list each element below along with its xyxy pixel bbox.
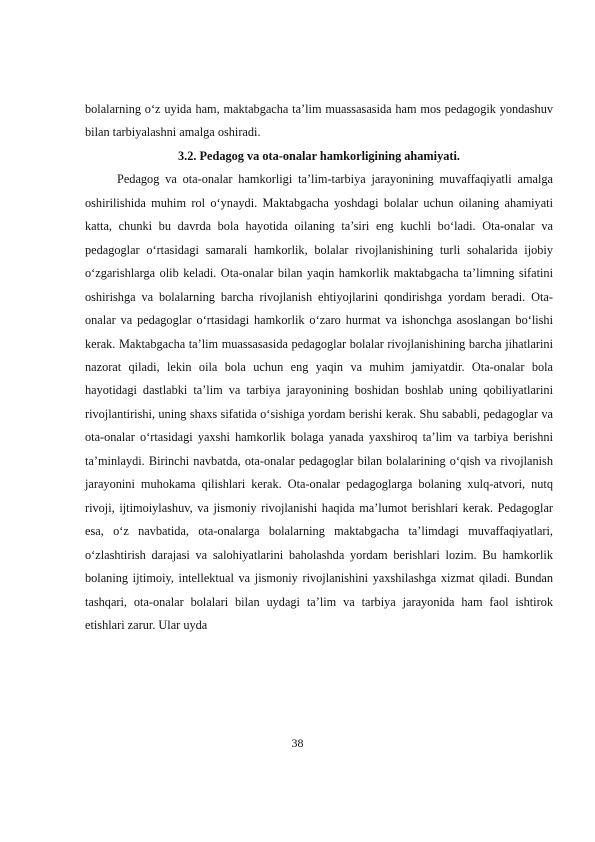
- body-paragraph: Pedagog va ota-onalar hamkorligi ta’lim-tarbiya jarayonining muvaffaqiyatli amalga oshirilishida muhim rol o‘ynaydi. Maktabgacha yoshdagi bolalar uchun oilaning ahamiyati katta, chunki bu davrda bola hayotida oilaning ta’siri eng kuchli bo‘ladi. Ota-onalar va pedagoglar o‘rtasidagi samarali hamkorlik, bolalar rivojlanishining turli sohalarida ijobiy o‘zgarishlarga olib keladi. Ota-onalar bilan yaqin hamkorlik maktabgacha ta’limning sifatini oshirishga va bolalarning barcha rivojlanish ehtiyojlarini qondirishga yordam beradi. Ota-onalar va pedagoglar o‘rtasidagi hamkorlik o‘zaro hurmat va ishonchga asoslangan bo‘lishi kerak. Maktabgacha ta’lim muassasasida pedagoglar bolalar rivojlanishining barcha jihatlarini nazorat qiladi, lekin oila bola uchun eng yaqin va muhim jamiyatdir. Ota-onalar bola hayotidagi dastlabki ta’lim va tarbiya jarayonining boshidan boshlab uning qobiliyatlarini rivojlantirishi, uning shaxs sifatida o‘sishiga yordam berishi kerak. Shu sababli, pedagoglar va ota-onalar o‘rtasidagi yaxshi hamkorlik bolaga yanada yaxshiroq ta’lim va tarbiya berishni ta’minlaydi. Birinchi navbatda, ota-onalar pedagoglar bilan bolalarining o‘qish va rivojlanish jarayonini muhokama qilishlari kerak. Ota-onalar pedagoglarga bolaning xulq-atvori, nutq rivoji, ijtimoiylashuv, va jismoniy rivojlanishi haqida ma’lumot berishlari kerak. Pedagoglar esa, o‘z navbatida, ota-onalarga bolalarning maktabgacha ta’limdagi muvaffaqiyatlari, o‘zlashtirish darajasi va salohiyatlarini baholashda yordam berishlari lozim. Bu hamkorlik bolaning ijtimoiy, intellektual va jismoniy rivojlanishini yaxshilashga xizmat qiladi. Bundan tashqari, ota-onalar bolalari bilan uydagi ta’lim va tarbiya jarayonida ham faol ishtirok etishlari zarur. Ular uyda: [85, 172, 553, 632]
- intro-paragraph: bolalarning o‘z uyida ham, maktabgacha ta’lim muassasasida ham mos pedagogik yondashuv bilan tarbiyalashni amalga oshiradi.: [85, 102, 553, 140]
- page-number: 38: [291, 736, 304, 750]
- section-heading: 3.2. Pedagog va ota-onalar hamkorligining ahamiyati.: [178, 148, 460, 163]
- page-body: [85, 98, 553, 637]
